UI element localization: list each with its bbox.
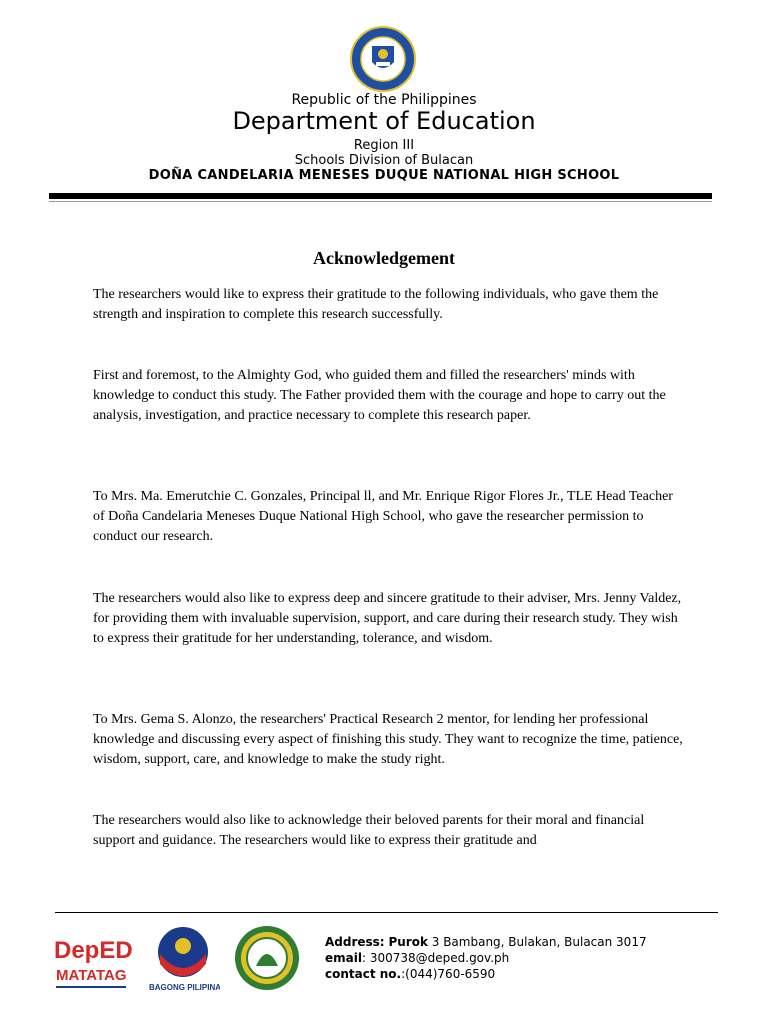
school-name: DOÑA CANDELARIA MENESES DUQUE NATIONAL HIGH SCHOOL (148, 168, 620, 183)
paragraph: To Mrs. Ma. Emerutchie C. Gonzales, Principal ll, and Mr. Enrique Rigor Flores Jr., TLE Head Teacher of Doña Candelaria Meneses Duque National High School, who gave the researcher permission to conduct our research. (93, 489, 673, 544)
deped-seal-logo (348, 26, 418, 92)
svg-text:BAGONG PILIPINAS: BAGONG PILIPINAS (149, 983, 220, 992)
region-line: Region III (353, 138, 415, 153)
contact-line: contact no.:(044)760-6590 (325, 967, 496, 981)
footer-divider (55, 912, 718, 913)
school-seal-logo (226, 924, 308, 992)
svg-text:MATATAG: MATATAG (56, 967, 127, 984)
paragraph: The researchers would like to express their gratitude to the following individuals, who gave them the strength and inspiration to complete this research successfully. (93, 287, 659, 322)
address-line: Address: Purok 3 Bambang, Bulakan, Bulacan 3017 (325, 935, 647, 949)
email-line: email: 300738@deped.gov.ph (325, 951, 510, 965)
header-divider-thin (49, 201, 712, 202)
bagong-pilipinas-logo (146, 924, 220, 994)
paragraph: The researchers would also like to acknowledge their beloved parents for their moral and financial support and guidance. The researchers would like to express their gratitude and (93, 813, 645, 848)
republic-line: Republic of the Philippines (291, 92, 477, 108)
contact-address-block (325, 934, 647, 982)
svg-text:DepED: DepED (54, 937, 132, 964)
paragraph: To Mrs. Gema S. Alonzo, the researchers' Practical Research 2 mentor, for lending her professional knowledge and discussing every aspect of finishing this study. They want to recognize the time, patience, wisdom, support, care, and knowledge to make the study right. (93, 712, 683, 767)
department-name: Department of Education (232, 107, 536, 135)
header-divider (49, 193, 712, 199)
deped-matatag-logo (52, 930, 132, 994)
paragraph: The researchers would also like to express deep and sincere gratitude to their adviser, Mrs. Jenny Valdez, for providing them with invaluable supervision, support, and care during their research study. They wish to express their gratitude for her understanding, tolerance, and wisdom. (93, 591, 682, 646)
paragraph: First and foremost, to the Almighty God, who guided them and filled the researchers' minds with knowledge to conduct this study. The Father provided them with the courage and hope to carry out the analysis, investigation, and practice necessary to complete this research paper. (93, 368, 666, 423)
document-title: Acknowledgement (313, 248, 455, 268)
division-line: Schools Division of Bulacan (294, 153, 474, 168)
